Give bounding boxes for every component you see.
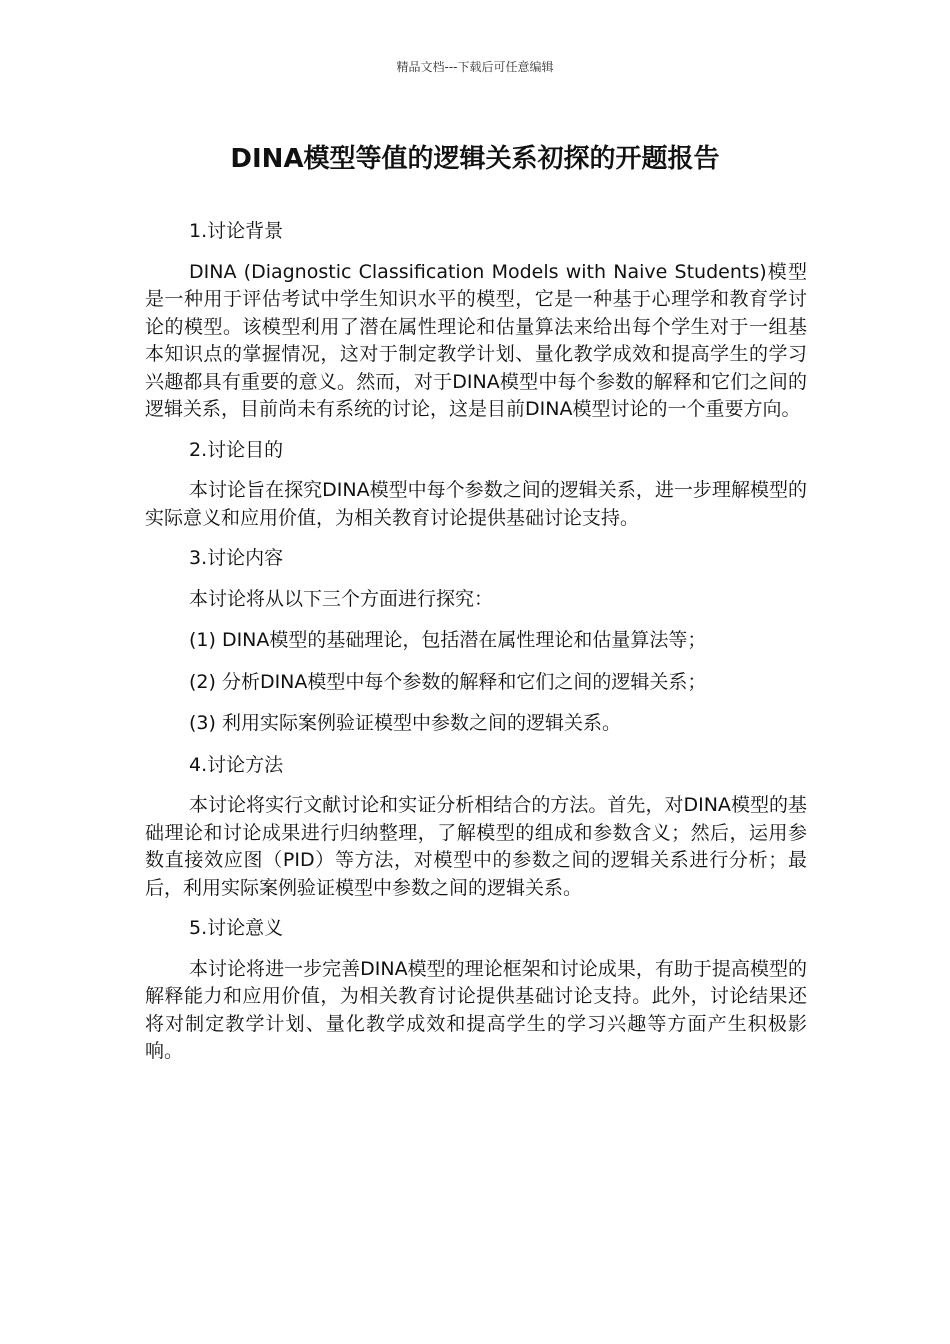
document-title: DINA模型等值的逻辑关系初探的开题报告 <box>230 144 720 174</box>
content-list-item: (3) 利用实际案例验证模型中参数之间的逻辑关系。 <box>189 712 621 734</box>
purpose-paragraph: 本讨论旨在探究DINA模型中每个参数之间的逻辑关系，进一步理解模型的实际意义和应用价值，为相关教育讨论提供基础讨论支持。 <box>145 479 807 529</box>
method-paragraph: 本讨论将实行文献讨论和实证分析相结合的方法。首先，对DINA模型的基础理论和讨论成果进行归纳整理，了解模型的组成和参数含义；然后，运用参数直接效应图（PID）等方法，对模型中的参数之间的逻辑关系进行分析；最后，利用实际案例验证模型中参数之间的逻辑关系。 <box>145 794 807 899</box>
section-heading-purpose: 2.讨论目的 <box>189 438 284 461</box>
section-heading-background: 1.讨论背景 <box>189 220 284 242</box>
page-header: 精品文档---下载后可任意编辑 <box>396 60 554 74</box>
significance-paragraph: 本讨论将进一步完善DINA模型的理论框架和讨论成果，有助于提高模型的解释能力和应用价值，为相关教育讨论提供基础讨论支持。此外，讨论结果还将对制定教学计划、量化教学成效和提高学生的学习兴趣等方面产生积极影响。 <box>145 957 807 1062</box>
section-heading-method: 4.讨论方法 <box>189 753 284 776</box>
document-body <box>145 218 807 1079</box>
section-heading-significance: 5.讨论意义 <box>189 917 284 939</box>
section-heading-content: 3.讨论内容 <box>189 547 284 569</box>
content-list-item: (2) 分析DINA模型中每个参数的解释和它们之间的逻辑关系； <box>189 670 707 693</box>
content-intro: 本讨论将从以下三个方面进行探究： <box>189 587 494 610</box>
background-paragraph: DINA (Diagnostic Classification Models with Naive Students)模型是一种用于评估考试中学生知识水平的模型，它是一种基于心理学和教育学讨论的模型。该模型利用了潜在属性理论和估量算法来给出每个学生对于一组基本知识点的掌握情况，这对于制定教学计划、量化教学成效和提高学生的学习兴趣都具有重要的意义。然而，对于DINA模型中每个参数的解释和它们之间的逻辑关系，目前尚未有系统的讨论，这是目前DINA模型讨论的一个重要方向。 <box>145 260 807 420</box>
content-list-item: (1) DINA模型的基础理论，包括潜在属性理论和估量算法等； <box>189 629 707 651</box>
